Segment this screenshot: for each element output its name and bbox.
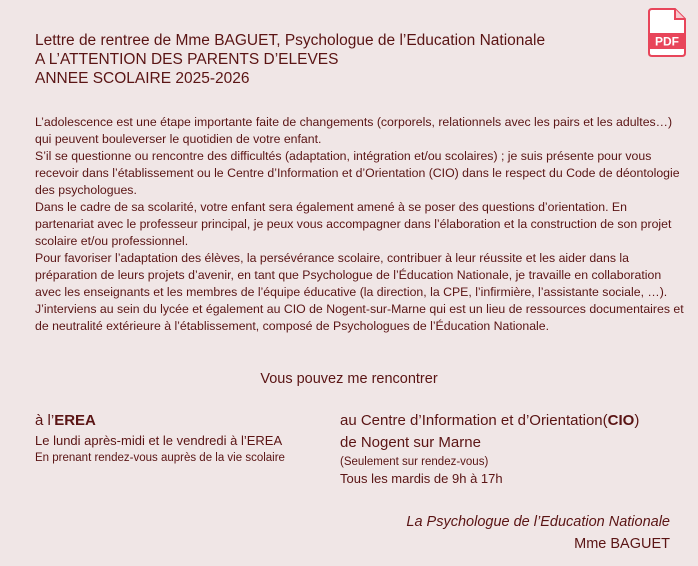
cio-heading: au Centre d’Information et d’Orientation(CIO) [340, 412, 640, 429]
erea-heading: à l’EREA [35, 412, 96, 429]
letter-header [35, 31, 545, 88]
paragraph-collaboration: Pour favoriser l’adaptation des élèves, la persévérance scolaire, contribuer à leur réussite et les aider dans la préparation de leurs projets d’avenir, en tant que Psychologue de l’Éducation Nationale, je travaille en collaboration avec les enseignants et les membres de l’équipe éducative (la direction, la CPE, l’infirmière, l’assistante sociale, …). [35, 251, 668, 299]
cio-note: (Seulement sur rendez-vous) [340, 456, 489, 468]
erea-info [35, 410, 285, 466]
erea-schedule: Le lundi après-midi et le vendredi à l’EREA [35, 433, 283, 448]
meet-title: Vous pouvez me rencontrer [260, 371, 438, 387]
cio-info [340, 410, 639, 488]
letter-body [35, 114, 685, 335]
header-audience: A L’ATTENTION DES PARENTS D’ELEVES [35, 51, 339, 68]
cio-location: de Nogent sur Marne [340, 434, 481, 451]
signature-name: Mme BAGUET [574, 536, 670, 552]
cio-schedule: Tous les mardis de 9h à 17h [340, 471, 503, 486]
header-school-year: ANNEE SCOLAIRE 2025-2026 [35, 70, 250, 87]
pdf-icon-label: PDF [655, 34, 679, 49]
pdf-file-icon [648, 8, 686, 57]
signature [406, 511, 670, 555]
header-title: Lettre de rentree de Mme BAGUET, Psychologue de l’Education Nationale [35, 32, 546, 49]
erea-note: En prenant rendez-vous auprès de la vie scolaire [35, 452, 285, 464]
signature-role: La Psychologue de l’Education Nationale [406, 514, 670, 530]
paragraph-cio: J’interviens au sein du lycée et également au CIO de Nogent-sur-Marne qui est un lieu de ressources documentaires et de neutralité extérieure à l’établissement, composé de Psychologues de l’Éducation Nationale. [35, 302, 684, 333]
cio-abbrev: CIO [607, 412, 635, 429]
pdf-download-icon[interactable] [648, 8, 686, 57]
paragraph-orientation: Dans le cadre de sa scolarité, votre enfant sera également amené à se poser des questions d’orientation. En partenariat avec le professeur principal, je peux vous accompagner dans l’élaboration et la construction de son projet scolaire et/ou professionnel. [35, 200, 672, 248]
paragraph-adolescence: L’adolescence est une étape importante faite de changements (corporels, relationnels avec les pairs et les adultes…) qui peuvent bouleverser le quotidien de votre enfant. [35, 115, 673, 146]
paragraph-difficulties: S’il se questionne ou rencontre des difficultés (adaptation, intégration et/ou scolaires) ; je suis présente pour vous recevoir dans l’établissement ou le Centre d’Information et d’Orientation (CIO) dans le respect du Code de déontologie des psychologues. [35, 149, 680, 197]
erea-name: EREA [54, 412, 96, 429]
